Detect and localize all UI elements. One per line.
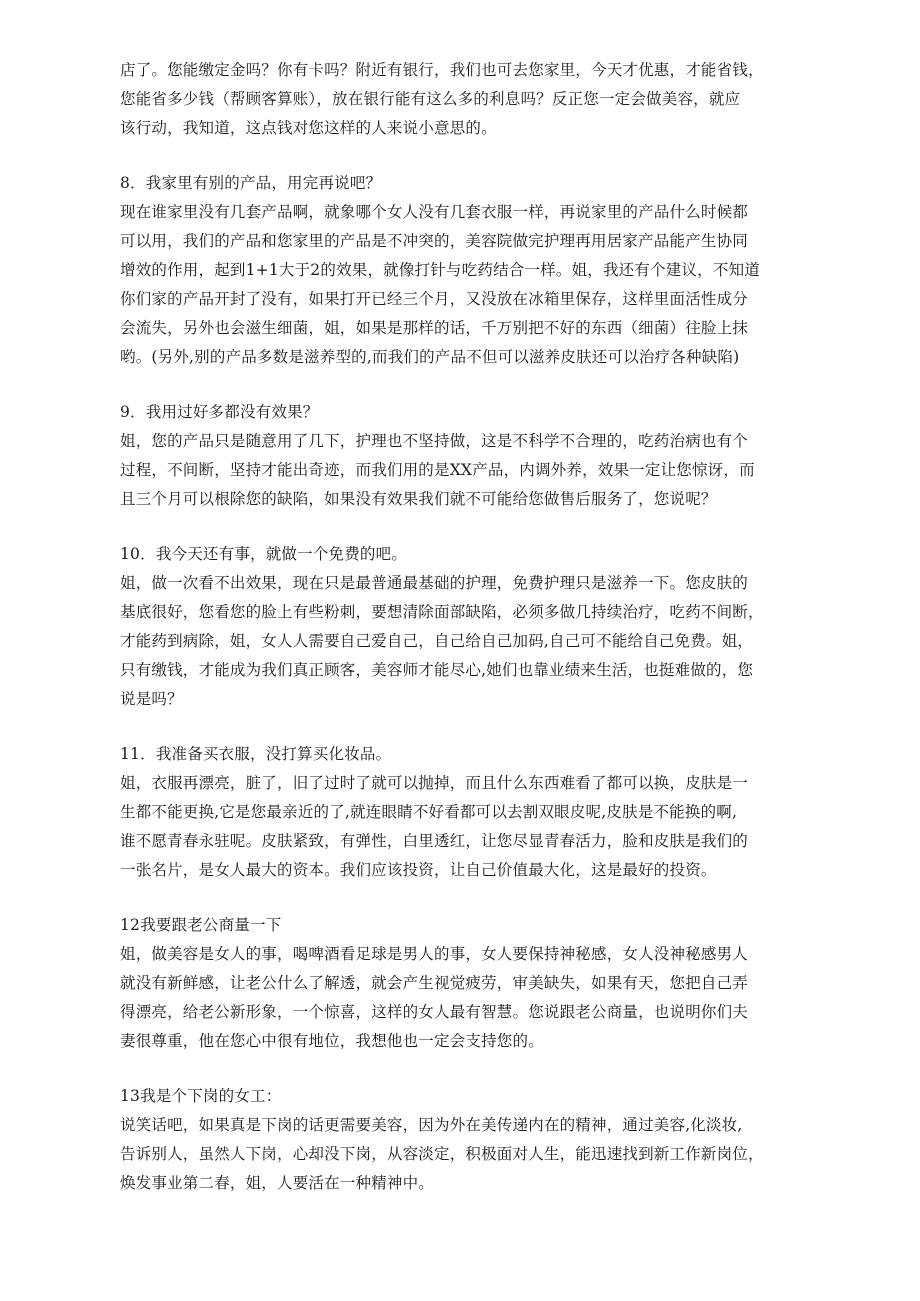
paragraph-line: 只有缴钱，才能成为我们真正顾客，美容师才能尽心,她们也靠业绩来生活，也挺难做的，您 xyxy=(120,661,754,679)
section-continuation xyxy=(120,56,810,143)
paragraph-line: 会流失，另外也会滋生细菌，姐，如果是那样的话，千万别把不好的东西（细菌）往脸上抹 xyxy=(120,319,749,337)
paragraph-line: 说是吗？ xyxy=(120,690,183,708)
question-heading: 10．我今天还有事，就做一个免费的吧。 xyxy=(120,545,408,563)
paragraph-line: 增效的作用，起到1+1大于2的效果，就像打针与吃药结合一样。姐，我还有个建议，不知道 xyxy=(120,261,760,279)
question-heading: 13我是个下岗的女工： xyxy=(120,1087,282,1105)
paragraph-line: 生都不能更换,它是您最亲近的了,就连眼睛不好看都可以去割双眼皮呢,皮肤是不能换的啊, xyxy=(120,803,738,821)
paragraph-line: 哟。(另外,别的产品多数是滋养型的,而我们的产品不但可以滋养皮肤还可以治疗各种缺陷) xyxy=(120,348,740,366)
paragraph-line: 得漂亮，给老公新形象，一个惊喜，这样的女人最有智慧。您说跟老公商量，也说明你们夫 xyxy=(120,1003,749,1021)
paragraph-line: 焕发事业第二春，姐，人要活在一种精神中。 xyxy=(120,1174,435,1192)
document-page xyxy=(120,56,810,1224)
paragraph-line: 一张名片，是女人最大的资本。我们应该投资，让自己价值最大化，这是最好的投资。 xyxy=(120,861,717,879)
paragraph-line: 姐，您的产品只是随意用了几下，护理也不坚持做，这是不科学不合理的，吃药治病也有个 xyxy=(120,432,749,450)
paragraph-line: 且三个月可以根除您的缺陷，如果没有效果我们就不可能给您做售后服务了，您说呢？ xyxy=(120,490,717,508)
section-13 xyxy=(120,1082,810,1198)
question-heading: 11．我准备买衣服，没打算买化妆品。 xyxy=(120,745,392,763)
section-11 xyxy=(120,740,810,885)
paragraph-line: 谁不愿青春永驻呢。皮肤紧致，有弹性，白里透红，让您尽显青春活力，脸和皮肤是我们的 xyxy=(120,832,749,850)
paragraph-line: 你们家的产品开封了没有，如果打开已经三个月，又没放在冰箱里保存，这样里面活性成分 xyxy=(120,290,749,308)
paragraph-line: 姐，做一次看不出效果，现在只是最普通最基础的护理，免费护理只是滋养一下。您皮肤的 xyxy=(120,574,749,592)
paragraph-line: 说笑话吧，如果真是下岗的话更需要美容，因为外在美传递内在的精神，通过美容,化淡妆, xyxy=(120,1116,743,1134)
paragraph-line: 姐，做美容是女人的事，喝啤酒看足球是男人的事，女人要保持神秘感，女人没神秘感男人 xyxy=(120,945,749,963)
paragraph-line: 可以用，我们的产品和您家里的产品是不冲突的，美容院做完护理再用居家产品能产生协同 xyxy=(120,232,749,250)
paragraph-line: 基底很好，您看您的脸上有些粉刺，要想清除面部缺陷，必须多做几持续治疗，吃药不间断， xyxy=(120,603,764,621)
paragraph-line: 就没有新鲜感，让老公什么了解透，就会产生视觉疲劳，审美缺失，如果有天，您把自己弄 xyxy=(120,974,749,992)
paragraph-line: 过程，不间断，坚持才能出奇迹，而我们用的是XX产品，内调外养，效果一定让您惊讶，而 xyxy=(120,461,755,479)
paragraph-line: 现在谁家里没有几套产品啊，就象哪个女人没有几套衣服一样，再说家里的产品什么时候都 xyxy=(120,203,749,221)
question-heading: 8．我家里有别的产品，用完再说吧？ xyxy=(120,174,382,192)
paragraph-line: 店了。您能缴定金吗？你有卡吗？附近有银行，我们也可去您家里，今天才优惠，才能省钱， xyxy=(120,61,764,79)
question-heading: 12我要跟老公商量一下 xyxy=(120,916,282,934)
paragraph-line: 该行动，我知道，这点钱对您这样的人来说小意思的。 xyxy=(120,119,497,137)
paragraph-line: 才能药到病除，姐，女人人需要自己爱自己，自己给自己加码,自己可不能给自己免费。姐， xyxy=(120,632,754,650)
section-8 xyxy=(120,169,810,372)
section-9 xyxy=(120,398,810,514)
paragraph-line: 姐，衣服再漂亮，脏了，旧了过时了就可以抛掉，而且什么东西难看了都可以换，皮肤是一 xyxy=(120,774,749,792)
section-12 xyxy=(120,911,810,1056)
paragraph-line: 您能省多少钱（帮顾客算账），放在银行能有这么多的利息吗？反正您一定会做美容，就应 xyxy=(120,90,741,108)
paragraph-line: 告诉别人，虽然人下岗，心却没下岗，从容淡定，积极面对人生，能迅速找到新工作新岗位， xyxy=(120,1145,764,1163)
paragraph-line: 妻很尊重，他在您心中很有地位，我想他也一定会支持您的。 xyxy=(120,1032,544,1050)
question-heading: 9．我用过好多都没有效果？ xyxy=(120,403,319,421)
section-10 xyxy=(120,540,810,714)
